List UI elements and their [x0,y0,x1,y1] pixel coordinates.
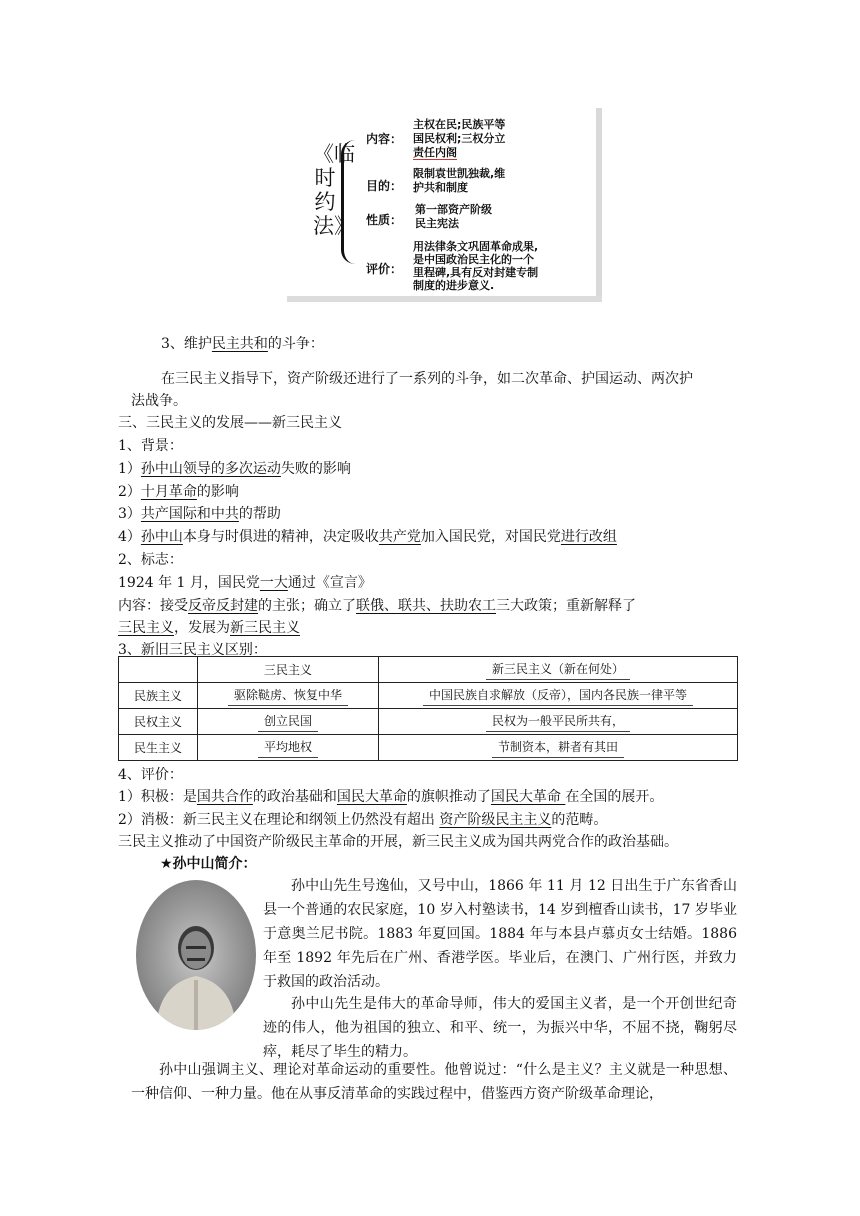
content-line-2: 国民权利;三权分立 [413,132,506,145]
text: 本身与时俱进的精神，决定吸收 [182,529,379,545]
background-item-2 [118,481,239,501]
table-cell [379,683,738,709]
bio-paragraph-2: 孙中山先生是伟大的革命导师，伟大的爱国主义者，是一个开创世纪奇迹的伟人，他为祖国的独立、和平、统一，为振兴中华，不屈不挠，鞠躬尽瘁，耗尽了毕生的精力。 [263,996,737,1060]
text: 在全国的展开。 [565,789,664,805]
underline-term: 联俄、联共、扶助农工 [356,598,496,614]
evaluation-negative [118,809,607,829]
underline-term: 资产阶级民主主义 [439,812,552,828]
underline-term: 国民大革命 [490,789,566,805]
bio-paragraph-1: 孙中山先生号逸仙，又号中山，1866 年 11 月 12 日出生于广东省香山县一个普通的农民家庭，10 岁入村塾读书，14 岁到檀香山读书，17 岁毕业于意奥兰尼书院。1883 年夏回国。1884 年与本县卢慕贞女士结婚。1886 年至 1892 年先后在广州、香港学医。毕业后，在澳门、广州行医，并致力于救国的政治活动。 [263,878,737,990]
underline-term: 国民大革命 [336,789,407,805]
text: 加入国民党，对国民党 [420,529,561,545]
cell-text: 平均地权 [258,738,318,758]
mark-heading: 2、标志： [118,552,183,568]
text: 内容：接受 [118,598,188,614]
table-cell [379,735,738,761]
background-item-1 [118,458,351,478]
text: 的主张；确立了 [258,598,356,614]
diagram-title: 《临时约法》 [313,142,355,238]
text: 1924 年 1 月，国民党 [118,575,260,591]
row-label: 民族主义 [119,683,198,709]
diagram-brace [341,140,358,264]
table-header-row [119,657,738,683]
diagram-shadow-right [596,108,602,302]
text: 的帮助 [238,506,281,522]
table-cell [379,709,738,735]
content-line-3: 责任内阁 [413,146,457,159]
underline-term: 新三民主义 [230,620,300,636]
text: 通过《宣言》 [287,575,372,591]
table-cell [198,709,379,735]
table-row [119,683,738,709]
row-label: 民生主义 [119,735,198,761]
mark-content-line-1 [118,595,636,615]
text: 的斗争： [267,336,324,352]
evaluation-label: 评价： [366,262,403,276]
difference-heading: 3、新旧三民主义区别： [118,642,267,658]
mark-date-line [118,572,372,592]
content-line-1: 主权在民;民族平等 [413,118,506,131]
cell-text: 民权为一般平民所共有， [486,712,630,732]
paragraph-struggles-line-1: 在三民主义指导下，资产阶级还进行了一系列的斗争，如二次革命、护国运动、两次护 [161,371,693,387]
purpose-line-2: 护共和制度 [413,181,468,194]
nature-label: 性质： [366,213,403,227]
evaluation-heading: 4、评价： [118,767,183,783]
mark-content-line-2 [118,617,300,637]
paragraph-struggles-line-2: 法战争。 [131,393,187,409]
underline-term: 共产党 [378,529,421,545]
underline-term: 国共合作 [196,789,253,805]
table-cell [198,735,379,761]
text: 1）积极：是 [118,789,197,805]
text: 的旗帜推动了 [406,789,491,805]
bio-heading: ★孙中山简介： [160,856,257,872]
text: 3、维护 [161,336,212,352]
sun-yat-sen-portrait [136,880,256,1030]
underline-term: 孙中山领导的多次运动 [140,461,281,477]
purpose-label: 目的： [366,179,403,193]
text: 4） [118,529,141,545]
table-header-cell [379,657,738,683]
underline-term: 三民主义 [118,620,174,636]
text: 三大政策；重新解释了 [496,598,636,614]
section-heading-new-three-principles: 三、三民主义的发展——新三民主义 [118,415,342,431]
text: 2）消极：新三民主义在理论和纲领上仍然没有超出 [118,812,440,828]
evaluation-line-4: 制度的进步意义. [413,279,495,292]
text: 的政治基础和 [252,789,337,805]
cell-text: 中国民族自求解放（反帝），国内各民族一律平等 [423,686,693,706]
text: 的影响 [196,484,239,500]
underline-term: 共产国际和中共 [140,506,239,522]
bio-paragraph-3: 孙中山强调主义、理论对革命运动的重要性。他曾说过：“什么是主义？主义就是一种思想、一种信仰、一种力量。他在从事反清革命的实践过程中，借鉴西方资产阶级革命理论， [131,1062,737,1102]
underline-term: 十月革命 [140,484,197,500]
row-label: 民权主义 [119,709,198,735]
text: 失败的影响 [280,461,351,477]
background-item-3 [118,503,281,523]
comparison-table [118,656,738,761]
table-header-cell [119,657,198,683]
table-row [119,735,738,761]
header-text: 三民主义 [263,663,312,677]
cell-text: 创立民国 [258,712,318,732]
underline-term: 反帝反封建 [188,598,258,614]
underline-term: 孙中山 [140,529,183,545]
table-row [119,709,738,735]
nature-line-1: 第一部资产阶级 [415,203,492,216]
text: 3） [118,506,141,522]
header-text: 新三民主义（新在何处） [486,660,630,680]
underline-term: 一大 [259,575,288,591]
diagram-shadow-bottom [287,296,602,302]
evaluation-positive [118,786,663,806]
purpose-line-1: 限制袁世凯独裁,维 [413,167,506,180]
background-item-4 [118,526,617,546]
cell-text: 节制资本，耕者有其田 [492,738,624,758]
background-heading: 1、背景： [118,438,183,454]
text: 的范畴。 [551,812,608,828]
underline-term: 民主共和 [211,336,268,352]
section-defend-republic [161,333,324,353]
table-header-cell [198,657,379,683]
evaluation-line-3: 里程碑,具有反对封建专制 [413,266,539,279]
cell-text: 驱除鞑虏、恢复中华 [228,686,348,706]
evaluation-line-1: 用法律条文巩固革命成果, [413,240,539,253]
nature-line-2: 民主宪法 [415,217,459,230]
table-cell [198,683,379,709]
underline-term: 进行改组 [560,529,617,545]
content-label: 内容： [366,132,403,146]
evaluation-summary: 三民主义推动了中国资产阶级民主革命的开展，新三民主义成为国共两党合作的政治基础。 [118,834,678,850]
text: 2） [118,484,141,500]
evaluation-line-2: 是中国政治民主化的一个 [413,253,534,266]
text: ，发展为 [174,620,230,636]
text: 1） [118,461,141,477]
portrait-illustration [136,880,256,1030]
